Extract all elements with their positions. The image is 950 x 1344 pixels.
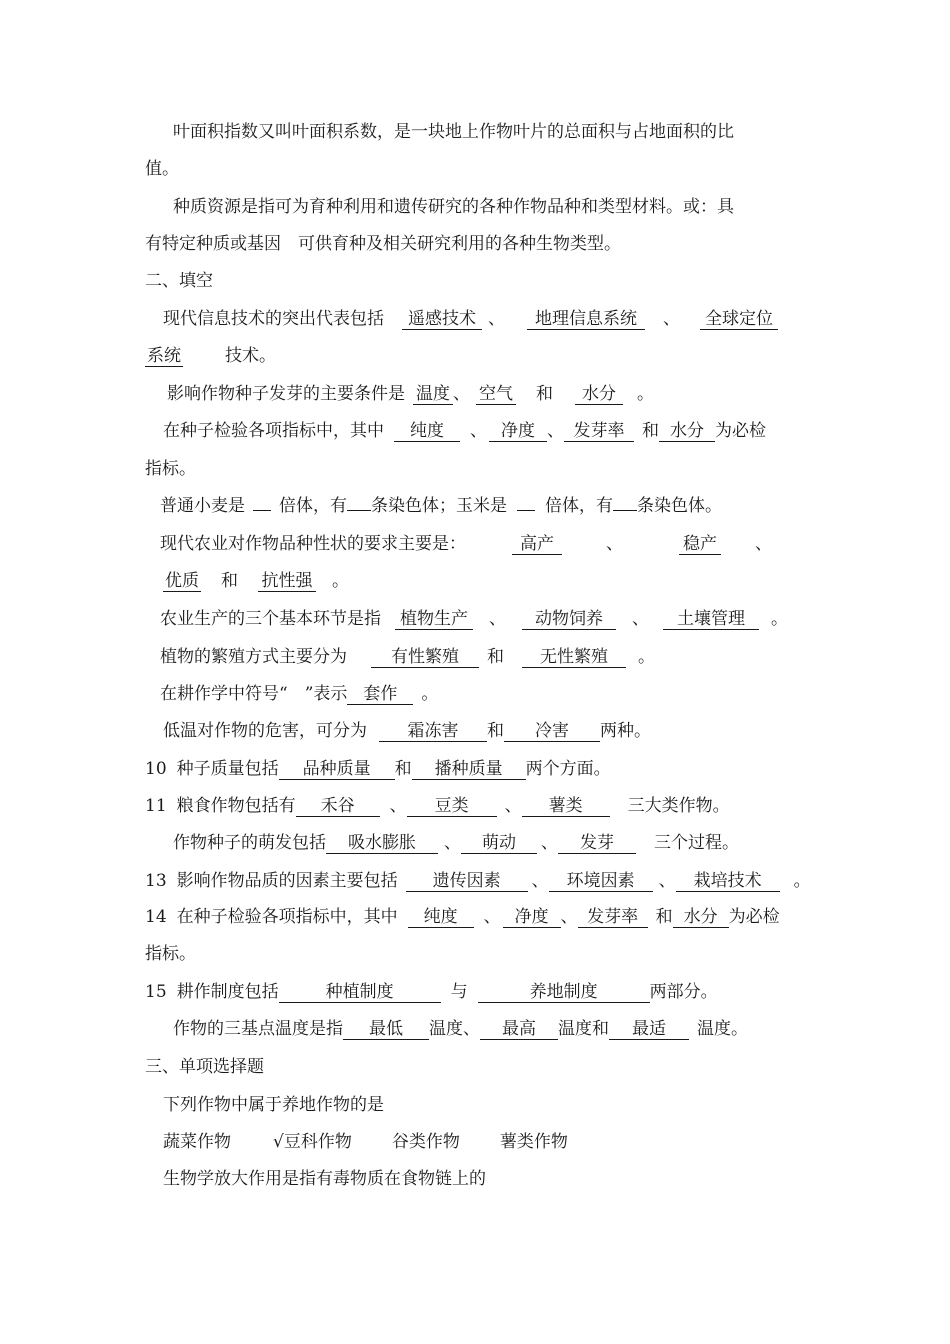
answer-blank: 养地制度 bbox=[478, 982, 650, 1003]
answer-blank: 发芽 bbox=[558, 833, 636, 854]
fill-question: 10 种子质量包括 品种质量 和 播种质量 两个方面。 bbox=[145, 759, 611, 779]
option-b: √豆科作物 bbox=[273, 1132, 352, 1152]
answer-blank: 种植制度 bbox=[279, 982, 441, 1003]
paragraph-line: 种质资源是指可为育种利用和遗传研究的各种作物品种和类型材料。或：具 bbox=[173, 197, 734, 217]
fill-question: 作物的三基点温度是指 最低 温度、 最高 温度和 最适 温度。 bbox=[173, 1019, 748, 1039]
definition-leaf-area-index bbox=[173, 121, 734, 143]
answer-blank: 净度 bbox=[489, 421, 547, 442]
choice-question: 下列作物中属于养地作物的是 bbox=[163, 1095, 384, 1115]
answer-blank: 动物饲养 bbox=[522, 609, 616, 630]
answer-blank: 全球定位 bbox=[700, 309, 778, 330]
answer-blank: 纯度 bbox=[408, 907, 474, 928]
answer-blank: 稳产 bbox=[679, 534, 721, 555]
fill-question: 作物种子的萌发包括 吸水膨胀 、 萌动 、 发芽 三个过程。 bbox=[173, 833, 739, 853]
document-page: 叶面积指数又叫叶面积系数，是一块地上作物叶片的总面积与占地面积的比 值。 种质资源是指可为育种利用和遗传研究的各种作物品种和类型材料。或：具 有特定种质或基因 可供育种及相关研究利用的各种生物类型。 二、填空 现代信息技术的突出代表包括 遥感技术 、 地理信息系统 、 全球定位 系统 技术。 影响作物种子发芽的主要条件是 温度 、 空气 和 水分 。 在种子检验各项指标中，其中 纯度 、 净度 、 发芽率 和 水分 为必检 指标。 普通小麦是 倍体，有 条染色体；玉米是 倍体，有 条染色体。 现代农业对作物品种性状的要求主要是： 高产 、 稳产 、 优质 和 抗性强 。 农业生产的三个基本环节是指 植物生产 、 动物饲养 、 土壤管理 。 植物的繁殖方式主要分为 有性繁殖 和 无性繁殖 。 在耕作学中符号“ ”表示 套作 。 低温对作物的危害，可分为 霜冻害 和 冷害 两种。 10 种子质量包括 品种质量 和 播种质量 两个方面。 11 粮食作物包括有 禾谷 、 豆类 、 薯类 三大类作物。 作物种子的萌发包括 吸水膨胀 、 萌动 、 发芽 三个过程。 13 影响作物品质的因素主要包括 遗传因素 、 环境因素 、 栽培技术 。 14 在种子检验各项指标中，其中 纯度 、 净度 、 发芽率 和 水分 为必检 指标。 15 耕作制度包括 种植制度 与 养地制度 两部分。 作物的三基点温度是指 最低 温度、 最高 温度和 最适 温度。 三、单项选择题 下列作物中属于养地作物的是 蔬菜作物 √豆科作物 谷类作物 薯类作物 生物学放大作用是指有毒物质在食物链上的 bbox=[145, 122, 811, 1189]
answer-blank bbox=[347, 510, 371, 511]
option-c: 谷类作物 bbox=[391, 1132, 460, 1152]
fill-question: 在耕作学中符号“ ”表示 套作 。 bbox=[160, 684, 439, 704]
answer-blank: 水分 bbox=[673, 907, 729, 928]
option-d: 薯类作物 bbox=[499, 1132, 568, 1152]
fill-question: 11 粮食作物包括有 禾谷 、 豆类 、 薯类 三大类作物。 bbox=[145, 796, 730, 816]
answer-blank: 水分 bbox=[575, 384, 623, 405]
answer-blank: 净度 bbox=[503, 907, 561, 928]
fill-question: 15 耕作制度包括 种植制度 与 养地制度 两部分。 bbox=[145, 982, 718, 1002]
choice-question: 生物学放大作用是指有毒物质在食物链上的 bbox=[163, 1169, 486, 1189]
answer-blank: 遥感技术 bbox=[402, 309, 482, 330]
answer-blank: 霜冻害 bbox=[379, 721, 487, 742]
answer-blank: 纯度 bbox=[394, 421, 460, 442]
option-a: 蔬菜作物 bbox=[163, 1132, 231, 1152]
answer-blank: 优质 bbox=[165, 571, 199, 591]
answer-blank: 抗性强 bbox=[258, 571, 316, 592]
definition-germplasm bbox=[173, 196, 734, 218]
answer-blank: 豆类 bbox=[407, 796, 497, 817]
answer-blank: 品种质量 bbox=[279, 759, 395, 780]
fill-question: 现代农业对作物品种性状的要求主要是： 高产 、 稳产 、 bbox=[160, 534, 772, 554]
answer-blank: 薯类 bbox=[522, 796, 610, 817]
fill-question: 在种子检验各项指标中，其中 纯度 、 净度 、 发芽率 和 水分 为必检 bbox=[163, 421, 766, 441]
answer-blank bbox=[517, 510, 535, 511]
answer-blank: 水分 bbox=[659, 421, 715, 442]
answer-blank: 发芽率 bbox=[578, 907, 648, 928]
answer-blank: 系统 bbox=[147, 346, 181, 366]
answer-blank: 地理信息系统 bbox=[527, 309, 645, 330]
fill-question: 影响作物种子发芽的主要条件是 温度 、 空气 和 水分 。 bbox=[167, 384, 654, 404]
paragraph-line: 值。 bbox=[145, 159, 179, 179]
answer-blank: 高产 bbox=[512, 534, 562, 555]
answer-blank bbox=[253, 510, 271, 511]
answer-blank: 环境因素 bbox=[549, 871, 653, 892]
answer-blank: 栽培技术 bbox=[676, 871, 780, 892]
fill-question: 低温对作物的危害，可分为 霜冻害 和 冷害 两种。 bbox=[163, 721, 651, 741]
fill-question: 普通小麦是 倍体，有 条染色体；玉米是 倍体，有 条染色体。 bbox=[160, 496, 722, 516]
answer-blank: 发芽率 bbox=[564, 421, 634, 442]
fill-question: 14 在种子检验各项指标中，其中 纯度 、 净度 、 发芽率 和 水分 为必检 bbox=[145, 907, 780, 927]
answer-blank: 最高 bbox=[480, 1019, 558, 1040]
fill-question: 植物的繁殖方式主要分为 有性繁殖 和 无性繁殖 。 bbox=[160, 647, 655, 667]
answer-blank: 遗传因素 bbox=[406, 871, 528, 892]
answer-blank: 禾谷 bbox=[296, 796, 380, 817]
paragraph-line: 叶面积指数又叫叶面积系数，是一块地上作物叶片的总面积与占地面积的比 bbox=[173, 122, 734, 142]
fill-question: 现代信息技术的突出代表包括 遥感技术 、 地理信息系统 、 全球定位 bbox=[163, 308, 778, 330]
choice-options bbox=[163, 1131, 568, 1153]
answer-blank: 萌动 bbox=[461, 833, 537, 854]
answer-blank: 空气 bbox=[476, 384, 516, 405]
answer-blank: 温度 bbox=[413, 384, 453, 405]
fill-question: 13 影响作物品质的因素主要包括 遗传因素 、 环境因素 、 栽培技术 。 bbox=[145, 871, 811, 891]
answer-blank bbox=[613, 510, 637, 511]
answer-blank: 套作 bbox=[347, 684, 413, 705]
answer-blank: 最低 bbox=[343, 1019, 429, 1040]
fill-question: 农业生产的三个基本环节是指 植物生产 、 动物饲养 、 土壤管理 。 bbox=[160, 609, 788, 629]
answer-blank: 植物生产 bbox=[395, 609, 473, 630]
answer-blank: 土壤管理 bbox=[663, 609, 759, 630]
answer-blank: 无性繁殖 bbox=[522, 647, 626, 668]
answer-blank: 有性繁殖 bbox=[371, 647, 479, 668]
answer-blank: 播种质量 bbox=[412, 759, 526, 780]
answer-blank: 最适 bbox=[609, 1019, 689, 1040]
section-heading: 二、填空 bbox=[145, 271, 213, 291]
answer-blank: 冷害 bbox=[504, 721, 600, 742]
answer-blank: 吸水膨胀 bbox=[326, 833, 438, 854]
section-heading: 三、单项选择题 bbox=[145, 1057, 264, 1077]
paragraph-line: 有特定种质或基因 可供育种及相关研究利用的各种生物类型。 bbox=[145, 234, 621, 254]
